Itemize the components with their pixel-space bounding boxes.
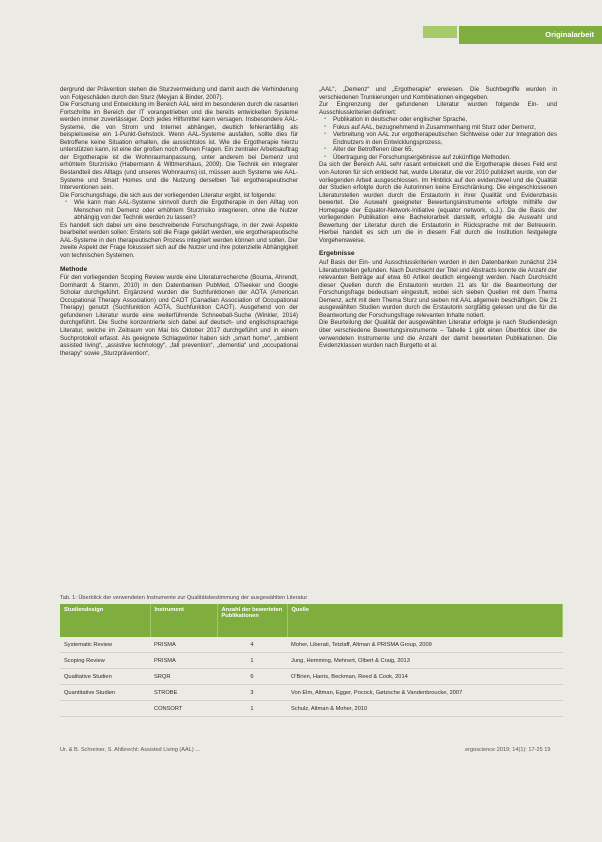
table-cell: 1 (217, 701, 287, 717)
table-cell: Systematic Review (60, 637, 150, 653)
results-heading: Ergebnisse (319, 250, 355, 258)
research-question-list (60, 199, 298, 222)
table-header-row (60, 604, 563, 637)
journal-logo (423, 26, 457, 38)
table-row (60, 669, 563, 685)
table-cell: Qualitative Studien (60, 669, 150, 685)
section-label: Originalarbeit (545, 30, 594, 39)
paragraph: Es handelt sich dabei um eine beschreibende Forschungsfrage, in der zwei Aspekte bearbeitet werden sollen: Erstens soll die Frage geklärt werden, wie ergotherapeutische AAL-Systeme in den therapeutischen Prozess integriert werden können und sollen. Der zweite Aspekt der Frage fokussiert sich auf die Nutzer und ihre potenzielle Abhängigkeit von technischen Systemen. (60, 221, 298, 260)
table-row (60, 685, 563, 701)
list-item: ▪ Übertragung der Forschungsergebnisse auf zukünftige Methoden. (333, 154, 557, 162)
instruments-table (60, 604, 563, 717)
list-item: ▪ Fokus auf AAL, bezugnehmend in Zusammenhang mit Sturz oder Demenz, (333, 124, 557, 132)
table-cell: 3 (217, 685, 287, 701)
list-item: ▪ Wie kann man AAL-Systeme sinnvoll durch die Ergotherapie in den Alltag von Menschen mit Demenz oder erhöhtem Sturzrisiko integrieren, ohne die Nutzer abhängig von der Technik werden zu lassen? (74, 199, 298, 222)
right-column (319, 86, 557, 350)
criteria-list (319, 116, 557, 161)
table-cell: 6 (217, 669, 287, 685)
table-cell: Von Elm, Altman, Egger, Pocock, Gøtzsche & Vandenbroucke, 2007 (287, 685, 563, 701)
table-row (60, 653, 563, 669)
footer-journal-info: ergoscience 2019; 14(1): 17-25 19 (465, 747, 551, 753)
table-cell: 4 (217, 637, 287, 653)
paragraph: Die Beurteilung der Qualität der ausgewählten Literatur erfolgte je nach Studiendesign über verschiedene Bewertungsinstrumente – Tabelle 1 gibt einen Überblick über die verwendeten Instrumente und die Anzahl der damit bewerteten Publikationen. Die Evidenzklassen wurden nach Burgetto et al. (319, 319, 557, 350)
footer-citation: Ur. & B. Schreiner, S. Ahlbrecht: Assisted Living (AAL) ... (60, 747, 200, 753)
table-cell: PRISMA (150, 637, 217, 653)
table-cell: Quantitative Studien (60, 685, 150, 701)
table-cell: Schulz, Altman & Moher, 2010 (287, 701, 563, 717)
paragraph: dergrund der Prävention stehen die Sturzvermeidung und damit auch die Verhinderung von Folgeschäden durch den Sturz (Meyjan & Binder, 2007). (60, 86, 298, 101)
paragraph: Für den vorliegenden Scoping Review wurde eine Literaturrecherche (Bouma, Ahrendt, Dornhardt & Stamm, 2010) in den Datenbanken PubMed, OTseeker und Google Scholar durchgeführt. Ergänzend wurden die Suchfunktionen der AOTA (American Occupational Therapy Association) und CAOT (Canadian Association of Occupational Therapy) genutzt (Suchfunktion AOTA, Suchfunktion CAOT). Ausgehend von der gefundenen Literatur wurde eine weiterführende Schneeball-Suche (Winkler, 2014) durchgeführt. Die Suche konzentrierte sich dabei auf deutsch- und englischsprachige Literatur, welche im Zeitraum von Mai bis Oktober 2017 durchgeführt und in einem Suchprotokoll erfasst. Als geeignete Schlagwörter haben sich „smart home“, „ambient assisted living“, „assistive technology“, „fall prevention“, „dementia“ und „occupational therapy“ sowie „Sturzprävention“, (60, 274, 298, 357)
table-header: Studiendesign (60, 604, 150, 637)
paragraph: Da sich der Bereich AAL sehr rasant entwickelt und die Ergotherapie dieses Feld erst von Autoren für sich entdeckt hat, wurde Literatur, die vor 2010 publiziert wurde, von der vorliegenden Arbeit ausgeschlossen. Im Hinblick auf den evidenzlevel und die Qualität der Studien erfolgte durch die Autorinnen keine Einschränkung. Die eingeschlossenen Literaturstellen wurden durch die Erstautorin in ihrer Qualität und Evidenzbasis bewertet. Die Auswahl geeigneter Bewertungsinstrumente erfolgte mithilfe der Homepage der Equator-Network-Initiative (equator network, o.J.). Da die Basis der vorliegenden Publikation eine Bachelorarbeit darstellt, erfolgte die Auswahl und Bewertung der Literatur durch die Erstautorin in Rücksprache mit der Betreuerin. Hierbei handelt es sich um die in diesem Fall durch die Institution festgelegte Vorgehensweise. (319, 161, 557, 244)
paragraph: Zur Eingrenzung der gefundenen Literatur wurden folgende Ein- und Ausschlusskriterien definiert: (319, 101, 557, 116)
paragraph: Auf Basis der Ein- und Ausschlusskriterien wurden in den Datenbanken zunächst 234 Literaturstellen gefunden. Nach Durchsicht der Titel und Abstracts konnte die Anzahl der relevanten Beiträge auf etwa 60 Artikel deutlich eingeengt werden. Nach Durchsicht dieser Quellen durch die Erstautorin wurden 21 als für die Beantwortung der Forschungsfrage bedeutsam eingestuft, wobei sich sieben Quellen mit dem Thema Demenz, acht mit dem Thema Sturz und sieben mit AAL allgemein beschäftigen. Die 21 ausgewählten Studien wurden durch die Erstautorin sorgfältig gelesen und die für die Beantwortung der Forschungsfrage relevanten Inhalte notiert. (319, 259, 557, 319)
list-item: ▪ Alter der Betroffenen über 65, (333, 146, 557, 154)
table-caption: Tab. 1: Überblick der verwendeten Instrumente zur Qualitätsbestimmung der ausgewählten Literatur (60, 595, 308, 601)
table-cell: Jung, Hemming, Mehnert, Olbert & Craig, 2013 (287, 653, 563, 669)
table-header: Instrument (150, 604, 217, 637)
paragraph: Die Forschungsfrage, die sich aus der vorliegenden Literatur ergibt, ist folgende: (60, 191, 277, 199)
paragraph: „AAL“, „Demenz“ und „Ergotherapie“ erwiesen. Die Suchbegriffe wurden in verschiedenen Trunkierungen und Kombinationen eingegeben. (319, 86, 557, 101)
table-row (60, 637, 563, 653)
list-item: ▪ Verbreitung von AAL zur ergotherapeutischen Sichtweise oder zur Integration des Endnutzers in den Entwicklungsprozess, (333, 131, 557, 146)
table-cell: O'Brien, Harris, Beckman, Reed & Cook, 2014 (287, 669, 563, 685)
table-row (60, 701, 563, 717)
section-header (459, 26, 602, 44)
methods-heading: Methode (60, 265, 88, 273)
table-cell: PRISMA (150, 653, 217, 669)
table-cell: STROBE (150, 685, 217, 701)
left-column (60, 86, 298, 357)
table-cell: Moher, Liberati, Tetzlaff, Altman & PRISMA Group, 2009 (287, 637, 563, 653)
table-cell: SRQR (150, 669, 217, 685)
table-cell: Scoping Review (60, 653, 150, 669)
table-cell: CONSORT (150, 701, 217, 717)
table-header: Quelle (287, 604, 563, 637)
table-cell (60, 701, 150, 717)
list-item: ▪ Publikation in deutscher oder englischer Sprache, (333, 116, 557, 124)
table-cell: 1 (217, 653, 287, 669)
paragraph: Die Forschung und Entwicklung im Bereich AAL wird im besonderen durch die rasanten Fortschritte im Bereich der IT vorangetrieben und die bereits entwickelten Systeme werden immer zuverlässiger. Doch jedes Hilfsmittel kann versagen. Insbesondere AAL-Systeme, die von Strom und Internet abhängen, deutlich fehleranfällig als beispielsweise ein 1-Punkt-Gehstock. Wenn AAL-Systeme ausfallen, sollte dies für Betroffene keine Situation erhalten, die aussichtslos ist. Wie die Ergotherapie hierzu unterstützen kann, ist eine der großen noch offenen Fragen. Ein zentraler Arbeitsauftrag der Ergotherapie ist die Wohnraumanpassung, unter anderem bei Demenz und erhöhtem Sturzrisiko (Habermann & Wittmershaus, 2009). Die Technik ein integraler Bestandteil des Alltags (und unseres Wohnraums) ist, müssen auch Systeme wie AAL-Systeme und Smart Homes und die Nutzung derselben Teil ergotherapeutischer Interventionen sein. (60, 101, 298, 192)
table-header: Anzahl der bewerteten Publikationen (217, 604, 287, 637)
